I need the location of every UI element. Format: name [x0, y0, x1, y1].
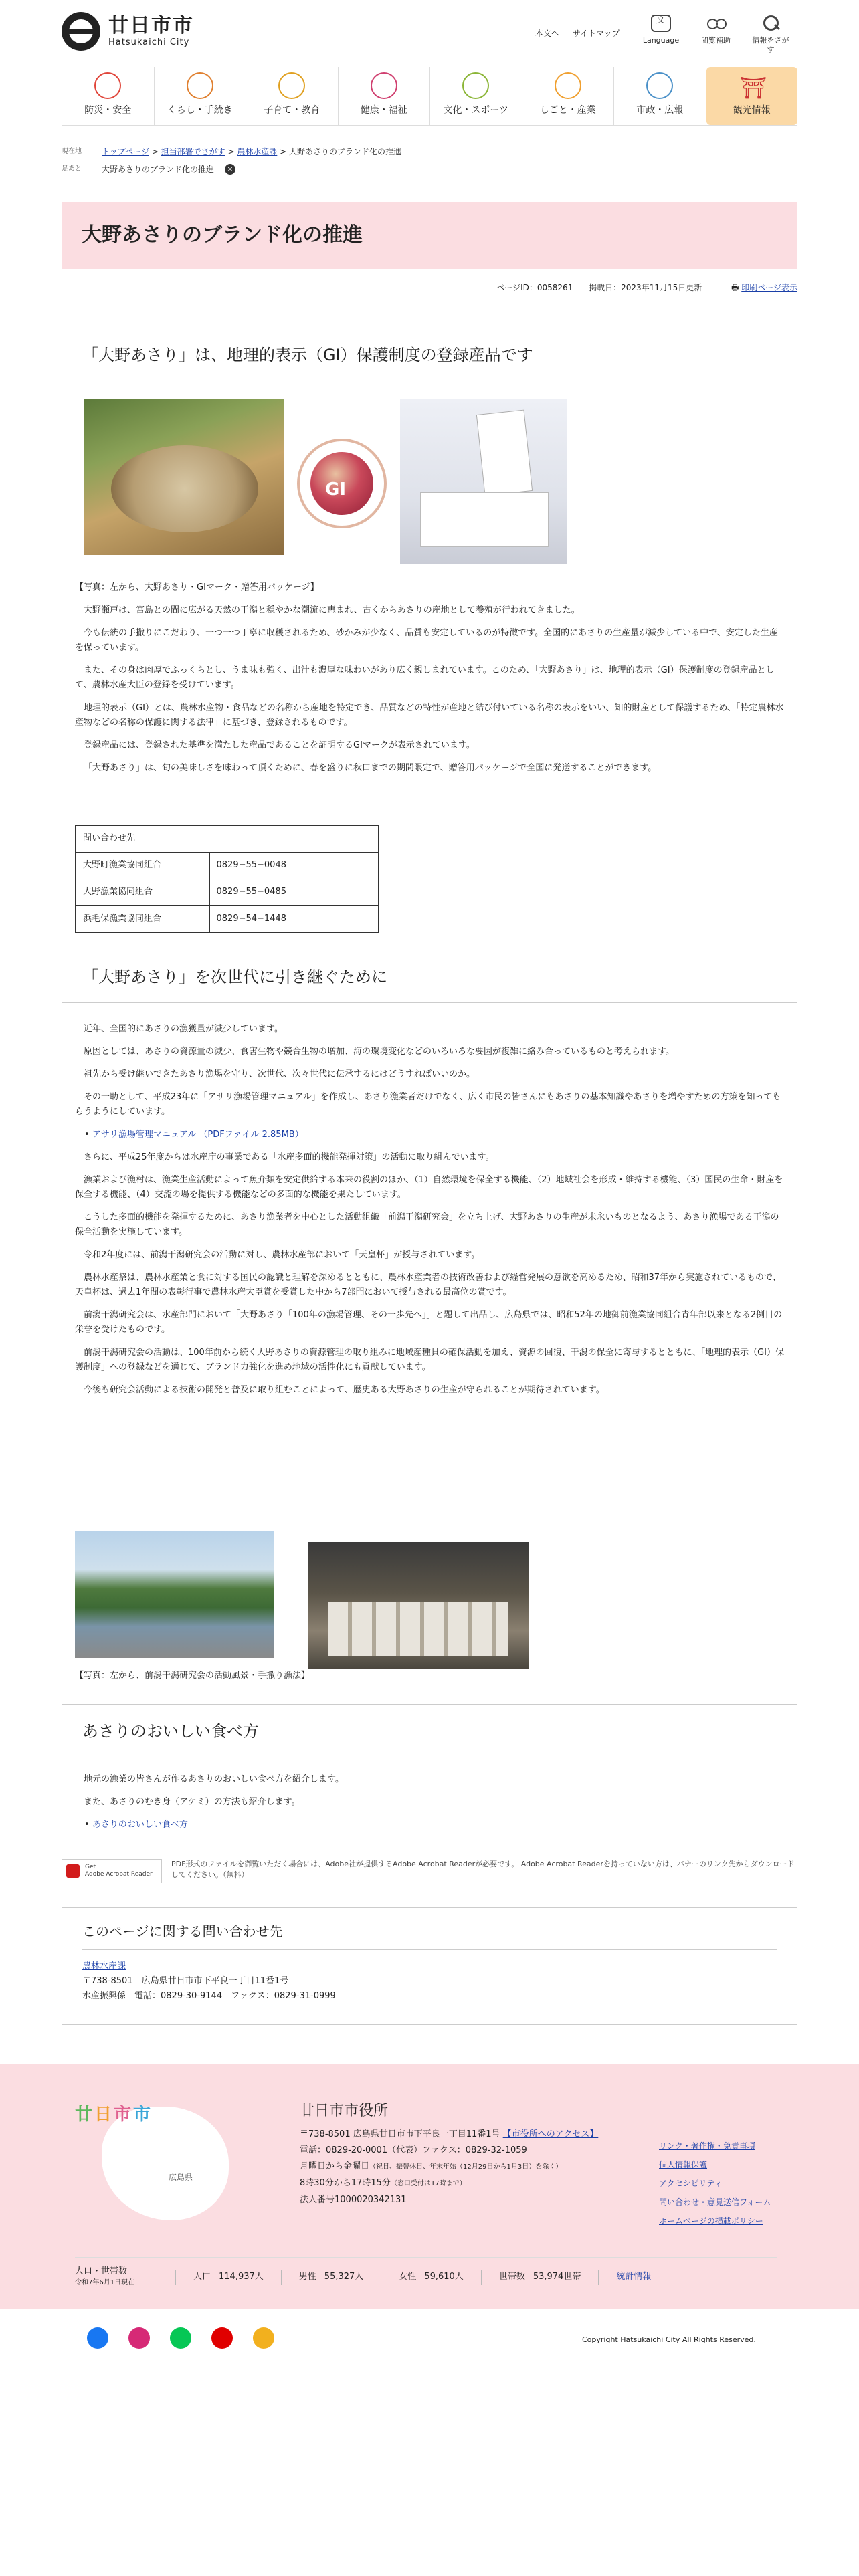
paragraph: また、あさりのむき身（アケミ）の方法も紹介します。 [84, 1797, 300, 1807]
paragraph: 地元の漁業の皆さんが作るあさりのおいしい食べ方を紹介します。 [84, 1774, 344, 1784]
paragraph: 今後も研究会活動による技術の開発と普及に取り組むことによって、歴史ある大野あさりの生産が守られることが期待されています。 [84, 1385, 605, 1395]
breadcrumb-top[interactable]: トップページ [102, 147, 149, 156]
history-item[interactable]: 大野あさりのブランド化の推進 [102, 165, 215, 174]
contact-name: 大野町漁業協同組合 [76, 852, 209, 879]
disaster-prevention-icon [94, 72, 121, 99]
paragraph: 祖先から受け継いできたあさり漁場を守り、次世代、次々世代に伝承するにはどうすればいいのか。 [84, 1069, 476, 1079]
population-label: 人口・世帯数 [75, 2266, 128, 2276]
paragraph: 原因としては、あさりの資源量の減少、食害生物や競合生物の増加、海の環境変化などのいろいろな要因が複雑に絡み合っているものと考えられます。 [84, 1047, 674, 1057]
adobe-icon [66, 1864, 80, 1878]
nav-item-childcare[interactable] [246, 67, 339, 125]
manual-pdf-link[interactable]: アサリ漁場管理マニュアル （PDFファイル 2.85MB） [92, 1130, 304, 1140]
language-button[interactable] [641, 15, 681, 55]
logo-name-en: Hatsukaichi City [108, 37, 190, 47]
paragraph: さらに、平成25年度からは水産庁の事業である「水産多面的機能発揮対策」の活動に取り組んでいます。 [84, 1152, 494, 1162]
contact-table-header: 問い合わせ先 [76, 825, 379, 852]
footer-corp-no: 法人番号1000020342131 [300, 2195, 407, 2205]
nav-label: くらし・手続き [167, 105, 233, 116]
torii-icon [739, 72, 765, 99]
site-logo[interactable] [62, 12, 194, 51]
population-date: 令和7年6月1日現在 [75, 2279, 135, 2286]
view-assist-button[interactable] [696, 15, 736, 55]
population-bar [75, 2257, 777, 2297]
breadcrumb-label: 現在地 [62, 148, 82, 155]
view-assist-label: 閲覧補助 [701, 36, 731, 45]
households-label: 世帯数 [498, 2272, 525, 2282]
paragraph: 地理的表示（GI）とは、農林水産物・食品などの名称から産地を特定でき、品質などの特性が産地と結び付いている名称の表示をいい、知的財産として保護するため、「特定農林水産物などの名称の保護に関する法律」に基づき、登録されるものです。 [75, 703, 784, 728]
adobe-get: Get [85, 1864, 96, 1870]
nav-label: 健康・福祉 [360, 105, 407, 116]
map-prefecture-label: 広島県 [169, 2173, 193, 2182]
nav-item-disaster[interactable] [62, 67, 155, 125]
language-icon [651, 15, 671, 32]
footer-hours-time-note: （窓口受付は17時まで） [390, 2180, 466, 2187]
mascot-icon[interactable] [253, 2327, 274, 2349]
remove-history-icon[interactable]: × [225, 164, 235, 175]
footer-link[interactable]: アクセシビリティ [659, 2179, 723, 2188]
footer-org-name: 廿日市市役所 [300, 2103, 389, 2119]
page-id: ページID：0058261 [496, 283, 573, 292]
contact-tel: 0829−55−0048 [209, 852, 379, 879]
footer-address: 〒738-8501 広島県廿日市市下平良一丁目11番1号 [300, 2129, 500, 2139]
table-row [76, 905, 379, 932]
group-activity-photo [75, 1531, 274, 1658]
asari-basket-photo [84, 399, 284, 555]
adobe-reader-banner[interactable] [62, 1859, 162, 1883]
nav-label: 防災・安全 [84, 105, 132, 116]
nav-item-tourism[interactable] [706, 67, 798, 125]
section3-body: 地元の漁業の皆さんが作るあさりのおいしい食べ方を紹介します。 また、あさりのむき身（アケミ）の方法も紹介します。 • あさりのおいしい食べ方 [75, 1772, 784, 1840]
inquiry-dept-link[interactable]: 農林水産課 [82, 1961, 126, 1971]
published-date: 掲載日：2023年11月15日更新 [589, 283, 702, 292]
population-male-label: 男性 [298, 2272, 316, 2282]
page-title-box [62, 202, 797, 269]
bicycle-icon [462, 72, 489, 99]
footer-logo: 廿日市市 [75, 2105, 153, 2125]
adobe-label: Adobe Acrobat Reader [85, 1871, 153, 1878]
page-title: 大野あさりのブランド化の推進 [82, 223, 363, 247]
activity-photos [75, 1531, 529, 1669]
logo-name: 廿日市市 [108, 14, 194, 37]
facebook-icon[interactable] [87, 2327, 108, 2349]
nav-item-work[interactable] [522, 67, 615, 125]
paragraph: 農林水産祭は、農林水産業と食に対する国民の認識と理解を深めるとともに、農林水産業者の技術改善および経営発展の意欲を高めるため、昭和37年から実施されているもので、天皇杯は、過去1年間の表彰行事で農林水産大臣賞を受賞した中から7部門において授与される最高位の賞です。 [75, 1273, 781, 1297]
history-label: 足あと [62, 165, 82, 173]
gi-mark-logo [297, 439, 387, 539]
printer-icon: 🖶 [731, 283, 739, 292]
inquiry-box [62, 1907, 797, 2025]
recipe-link[interactable]: あさりのおいしい食べ方 [92, 1820, 188, 1830]
paragraph: その一助として、平成23年に「アサリ漁場管理マニュアル」を作成し、あさり漁業者だけでなく、広く市民の皆さんにもあさりの基本知識やあさりを増やすための方策を知ってもらうようにしています。 [75, 1092, 781, 1117]
sitemap-link[interactable]: サイトマップ [573, 29, 620, 38]
language-label: Language [642, 36, 680, 45]
gift-package-photo [400, 399, 567, 564]
section-heading-recipes: あさりのおいしい食べ方 [62, 1704, 797, 1757]
section-heading-gi: 「大野あさり」は、地理的表示（GI）保護制度の登録産品です [62, 328, 797, 381]
line-icon[interactable] [170, 2327, 191, 2349]
nav-item-living[interactable] [155, 67, 247, 125]
section1-body [75, 580, 784, 784]
footer-links [659, 2137, 771, 2230]
paragraph: 漁業および漁村は、漁業生産活動によって魚介類を安定供給する本来の役割のほか、（1）自然環境を保全する機能、（2）地域社会を形成・維持する機能、（3）国民の生命・財産を保全する機能、（4）交流の場を提供する機能などの多面的な機能を果たしています。 [75, 1175, 783, 1200]
paragraph: また、その身は肉厚でふっくらとし、うま味も強く、出汁も濃厚な味わいがあり広く親しまれています。このため、「大野あさり」は、地理的表示（GI）保護制度の登録産品として、農林水産大臣の登録を受けています。 [75, 665, 775, 690]
youtube-icon[interactable] [211, 2327, 233, 2349]
pdf-note-text: PDF形式のファイルを御覧いただく場合には、Adobe社が提供するAdobe Acrobat Readerが必要です。 Adobe Acrobat Readerを持っていない方は、バナーのリンク先からダウンロードしてください。（無料） [171, 1860, 795, 1879]
section2-caption [75, 1669, 784, 1691]
nav-item-culture[interactable] [430, 67, 522, 125]
search-label: 情報をさがす [752, 36, 789, 54]
paragraph: 前潟干潟研究会の活動は、100年前から続く大野あさりの資源管理の取り組みに地域産種貝の確保活動を加え、資源の回復、干潟の保全に寄与するとともに、「地理的表示（GI）保護制度」への登録などを通じて、ブランド力強化を進め地域の活性化にも貢献しています。 [75, 1348, 785, 1372]
inquiry-phone: 水産振興係 電話：0829-30-9144 ファクス：0829-31-0999 [82, 1991, 336, 2001]
site-header [0, 0, 859, 67]
section2-body: 近年、全国的にあさりの漁獲量が減少しています。 原因としては、あさりの資源量の減少、食害生物や競合生物の増加、海の環境変化などのいろいろな要因が複雑に絡み合っているものと考えられます。 祖先から受け継いできたあさり漁場を守り、次世代、次々世代に伝承するにはどうすればいいのか。 その一助として、平成23年に「アサリ漁場管理マニュアル」を作成し、あさり漁業者だけでなく、広く市民の皆さんにもあさりの基本知識やあさりを増やすための方策を知ってもらうようにしています。 • アサリ漁場管理マニュアル （PDFファイル 2.85MB） さらに、平成25年度からは水産庁の事業である「水産多面的機能発揮対策」の活動に取り組んでいます。 漁業および漁村は、漁業生産活動によって魚介類を安定供給する本来の役割のほか、（1）自然環境を保全する機能、（2）地域社会を形成・維持する機能、（3）国民の生命・財産を保全する機能、（4）交流の場を提供する機能などの多面的な機能を果たしています。 こうした多面的機能を発揮するために、あさり漁業者を中心とした活動組織「前潟干潟研究会」を立ち上げ、大野あさりの生産が未永いものとなるよう、あさり漁場である干潟の保全活動を実施しています。 令和2年度には、前潟干潟研究会の活動に対し、農林水産部において「天皇杯」が授与されています。 農林水産祭は、農林水産業と食に対する国民の認識と理解を深めるとともに、農林水産業者の技術改善および経営発展の意欲を高めるため、昭和37年から実施されているもので、天皇杯は、過去1年間の表彰行事で農林水産大臣賞を受賞した中から7部門において授与される最高位の賞です。 前潟干潟研究会は、水産部門において「大野あさり「100年の漁場管理、その一歩先へ」」と題して出品し、広島県では、昭和52年の地御前漁業協同組合青年部以来となる2例目の栄誉を受けたものです。 前潟干潟研究会の活動は、100年前から続く大野あさりの資源管理の取り組みに地域産種貝の確保活動を加え、資源の回復、干潟の保全に寄与するとともに、「地理的表示（GI）保護制度」への登録などを通じて、ブランド力強化を進め地域の活性化にも貢献しています。 今後も研究会活動による技術の開発と普及に取り組むことによって、歴史ある大野あさりの生産が守られることが期待されています。 [75, 1022, 784, 1406]
photo-caption: 【写真：左から、前潟干潟研究会の活動風景・手撒り漁法】 [75, 1671, 310, 1681]
view-assist-icon [706, 15, 726, 32]
breadcrumb-dept[interactable]: 農林水産課 [237, 147, 278, 156]
stroller-icon [278, 72, 305, 99]
nav-label: 観光情報 [733, 105, 771, 116]
skip-to-content-link[interactable]: 本文へ [535, 29, 560, 38]
stats-link[interactable]: 統計情報 [616, 2272, 652, 2282]
nav-item-city[interactable] [614, 67, 706, 125]
paragraph: こうした多面的機能を発揮するために、あさり漁業者を中心とした活動組織「前潟干潟研究会」を立ち上げ、大野あさりの生産が未永いものとなるよう、あさり漁場である干潟の保全活動を実施しています。 [75, 1212, 779, 1237]
page-meta [62, 281, 797, 294]
paragraph: 登録産品には、登録された基準を満たした産品であることを証明するGIマークが表示されています。 [84, 740, 475, 750]
paragraph: 「大野あさり」は、旬の美味しさを味わって頂くために、春を盛りに秋口までの期間限定で、贈答用パッケージで全国に発送することができます。 [84, 763, 657, 773]
paragraph: 令和2年度には、前潟干潟研究会の活動に対し、農林水産部において「天皇杯」が授与されています。 [84, 1250, 480, 1260]
footer-link[interactable]: 個人情報保護 [659, 2160, 708, 2169]
instagram-icon[interactable] [128, 2327, 150, 2349]
footer-hours-days-note: （祝日、振替休日、年末年始（12月29日から1月3日）を除く） [369, 2163, 563, 2171]
pdf-reader-note [62, 1859, 797, 1883]
social-links [87, 2327, 274, 2349]
paragraph: 今も伝統の手撒りにこだわり、一つ一つ丁寧に収穫されるため、砂かみが少なく、品質も安定しているのが特徴です。全国的にあさりの生産量が減少している中で、安定した生産を保っています。 [75, 628, 778, 653]
briefcase-icon [555, 72, 581, 99]
gi-mark-text: GI [325, 479, 347, 500]
footer-hours-time: 8時30分から17時15分 [300, 2178, 391, 2188]
print-link-label[interactable]: 印刷ページ表示 [741, 283, 797, 292]
nav-label: 子育て・教育 [264, 105, 320, 116]
gi-photos [84, 399, 567, 564]
house-icon [187, 72, 213, 99]
contact-table [75, 825, 379, 933]
paragraph: 近年、全国的にあさりの漁獲量が減少しています。 [84, 1024, 283, 1034]
access-link[interactable]: 【市役所へのアクセス】 [502, 2129, 599, 2139]
search-button[interactable] [751, 15, 791, 55]
nav-label: しごと・産業 [539, 105, 596, 116]
table-row [76, 879, 379, 905]
population-female-label: 女性 [399, 2272, 417, 2282]
health-icon [371, 72, 397, 99]
global-nav [62, 67, 797, 126]
population-male: 55,327人 [324, 2272, 364, 2282]
contact-name: 浜毛保漁業協同組合 [76, 905, 209, 932]
breadcrumb-dept-search[interactable]: 担当部署でさがす [161, 147, 225, 156]
search-icon [761, 15, 781, 32]
breadcrumb: 現在地 トップページ > 担当部署でさがす > 農林水産課 > 大野あさりのブランド化の推進 足あと 大野あさりのブランド化の推進 × [62, 143, 401, 178]
population-total-label: 人口 [193, 2272, 211, 2282]
footer-info [300, 2100, 598, 2208]
print-link[interactable] [718, 283, 797, 292]
photo-caption: 【写真：左から、大野あさり・GIマーク・贈答用パッケージ】 [75, 582, 319, 593]
footer-link[interactable]: 問い合わせ・意見送信フォーム [659, 2197, 771, 2207]
footer-tel: 電話：0829-20-0001（代表）ファクス：0829-32-1059 [300, 2145, 527, 2155]
contact-name: 大野漁業協同組合 [76, 879, 209, 905]
footer-link[interactable]: ホームページの掲載ポリシー [659, 2216, 763, 2226]
contact-tel: 0829−55−0485 [209, 879, 379, 905]
nav-label: 市政・広報 [636, 105, 684, 116]
city-emblem-icon [62, 12, 100, 51]
inquiry-address: 〒738-8501 広島県廿日市市下平良一丁目11番1号 [82, 1976, 289, 1986]
population-female: 59,610人 [424, 2272, 464, 2282]
footer-link[interactable]: リンク・著作権・免責事項 [659, 2141, 755, 2151]
contact-tel: 0829−54−1448 [209, 905, 379, 932]
footer-map [75, 2093, 241, 2227]
building-icon [646, 72, 673, 99]
inquiry-heading: このページに関する問い合わせ先 [82, 1921, 777, 1950]
copyright: Copyright Hatsukaichi City All Rights Reserved. [582, 2335, 756, 2344]
breadcrumb-current: 大野あさりのブランド化の推進 [289, 147, 402, 156]
paragraph: 大野瀬戸は、宮島との間に広がる天然の干潟と穏やかな潮流に恵まれ、古くからあさりの産地として養殖が行われてきました。 [84, 605, 580, 615]
population-total: 114,937人 [219, 2272, 264, 2282]
footer-hours-days: 月曜日から金曜日 [300, 2161, 370, 2171]
section-heading-next-generation: 「大野あさり」を次世代に引き継ぐために [62, 950, 797, 1003]
nav-label: 文化・スポーツ [443, 105, 508, 116]
paragraph: 前潟干潟研究会は、水産部門において「大野あさり「100年の漁場管理、その一歩先へ」」と題して出品し、広島県では、昭和52年の地御前漁業協同組合青年部以来となる2例目の栄誉を受けたものです。 [75, 1310, 783, 1335]
nav-item-health[interactable] [339, 67, 431, 125]
header-links [535, 27, 620, 40]
households: 53,974世帯 [533, 2272, 581, 2282]
hand-raking-photo [308, 1542, 529, 1669]
header-tools [641, 15, 791, 55]
table-row [76, 852, 379, 879]
